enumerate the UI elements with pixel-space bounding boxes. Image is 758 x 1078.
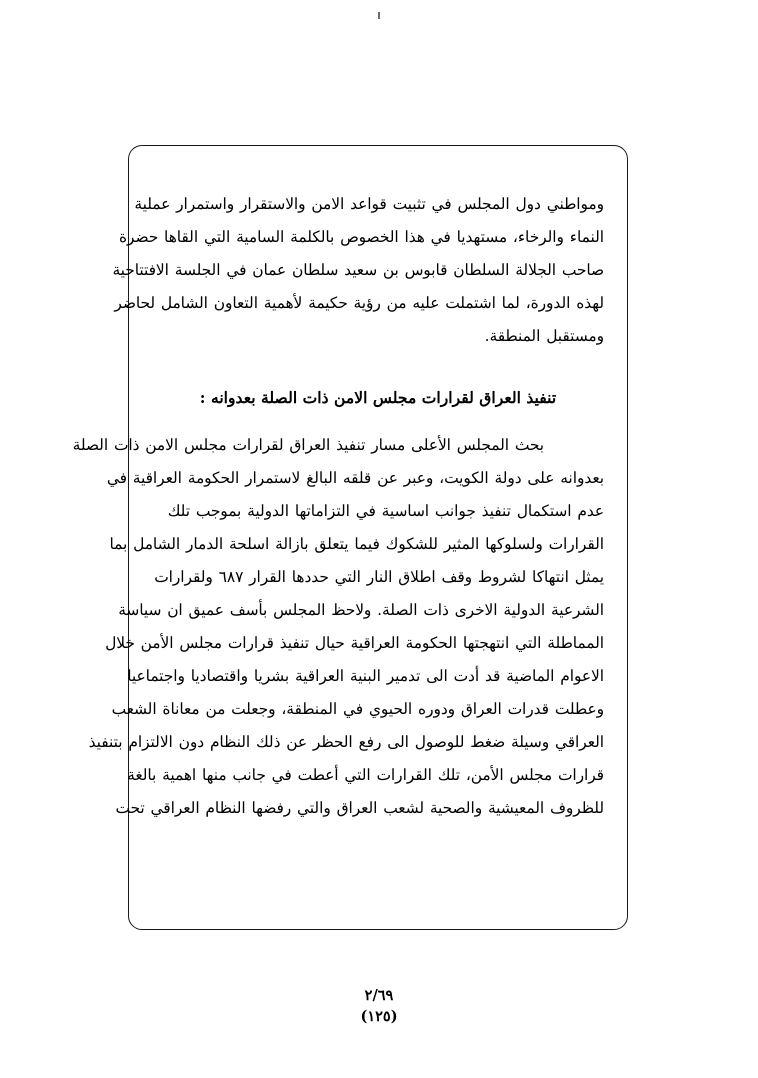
intro-line-5: ومستقبل المنطقة. bbox=[484, 327, 604, 345]
body-line-6: الشرعية الدولية الاخرى ذات الصلة. ولاحظ المجلس بأسف عميق ان سياسة bbox=[118, 601, 604, 619]
appendix-number: ٢/٦٩ bbox=[364, 987, 394, 1004]
document-content bbox=[72, 188, 604, 825]
body-line-4: القرارات ولسلوكها المثير للشكوك فيما يتعلق بازالة اسلحة الدمار الشامل بما bbox=[109, 535, 604, 553]
body-line-8: الاعوام الماضية قد أدت الى تدمير البنية العراقية بشريا واقتصاديا واجتماعيا bbox=[127, 667, 604, 685]
body-line-12: للظروف المعيشية والصحية لشعب العراق والتي رفضها النظام العراقي تحت bbox=[115, 799, 604, 817]
body-paragraph bbox=[72, 429, 604, 825]
body-line-7: المماطلة التي انتهجتها الحكومة العراقية حيال تنفيذ قرارات مجلس الأمن خلال bbox=[105, 634, 604, 652]
body-line-3: عدم استكمال تنفيذ جوانب اساسية في التزاماتها الدولية بموجب تلك bbox=[167, 502, 604, 520]
intro-paragraph bbox=[112, 188, 604, 353]
body-line-1: بحث المجلس الأعلى مسار تنفيذ العراق لقرارات مجلس الامن ذات الصلة bbox=[72, 436, 544, 454]
body-line-11: قرارات مجلس الأمن، تلك القرارات التي أعطت في جانب منها اهمية بالغة bbox=[127, 766, 604, 784]
page-footer bbox=[0, 985, 758, 1027]
body-line-5: يمثل انتهاكا لشروط وقف اطلاق النار التي حددها القرار ٦٨٧ ولقرارات bbox=[154, 568, 604, 586]
intro-line-3: صاحب الجلالة السلطان قابوس بن سعيد سلطان عمان في الجلسة الافتتاحية bbox=[112, 261, 604, 279]
body-line-10: العراقي وسيلة ضغط للوصول الى رفع الحظر عن ذلك النظام دون الالتزام بتنفيذ bbox=[88, 733, 604, 751]
intro-line-4: لهذه الدورة، لما اشتملت عليه من رؤية حكيمة لأهمية التعاون الشامل لحاضر bbox=[114, 294, 604, 312]
intro-line-2: النماء والرخاء، مستهديا في هذا الخصوص بالكلمة السامية التي القاها حضرة bbox=[119, 228, 604, 246]
section-heading: تنفيذ العراق لقرارات مجلس الامن ذات الصلة بعدوانه : bbox=[199, 388, 557, 407]
body-line-2: بعدوانه على دولة الكويت، وعبر عن قلقه البالغ لاستمرار الحكومة العراقية في bbox=[106, 469, 604, 487]
intro-line-1: ومواطني دول المجلس في تثبيت قواعد الامن والاستقرار واستمرار عملية bbox=[134, 195, 604, 213]
page-number: (١٢٥) bbox=[360, 1008, 398, 1025]
page-top-tick-mark bbox=[378, 12, 380, 19]
body-line-9: وعطلت قدرات العراق ودوره الحيوي في المنطقة، وجعلت من معاناة الشعب bbox=[111, 700, 604, 718]
